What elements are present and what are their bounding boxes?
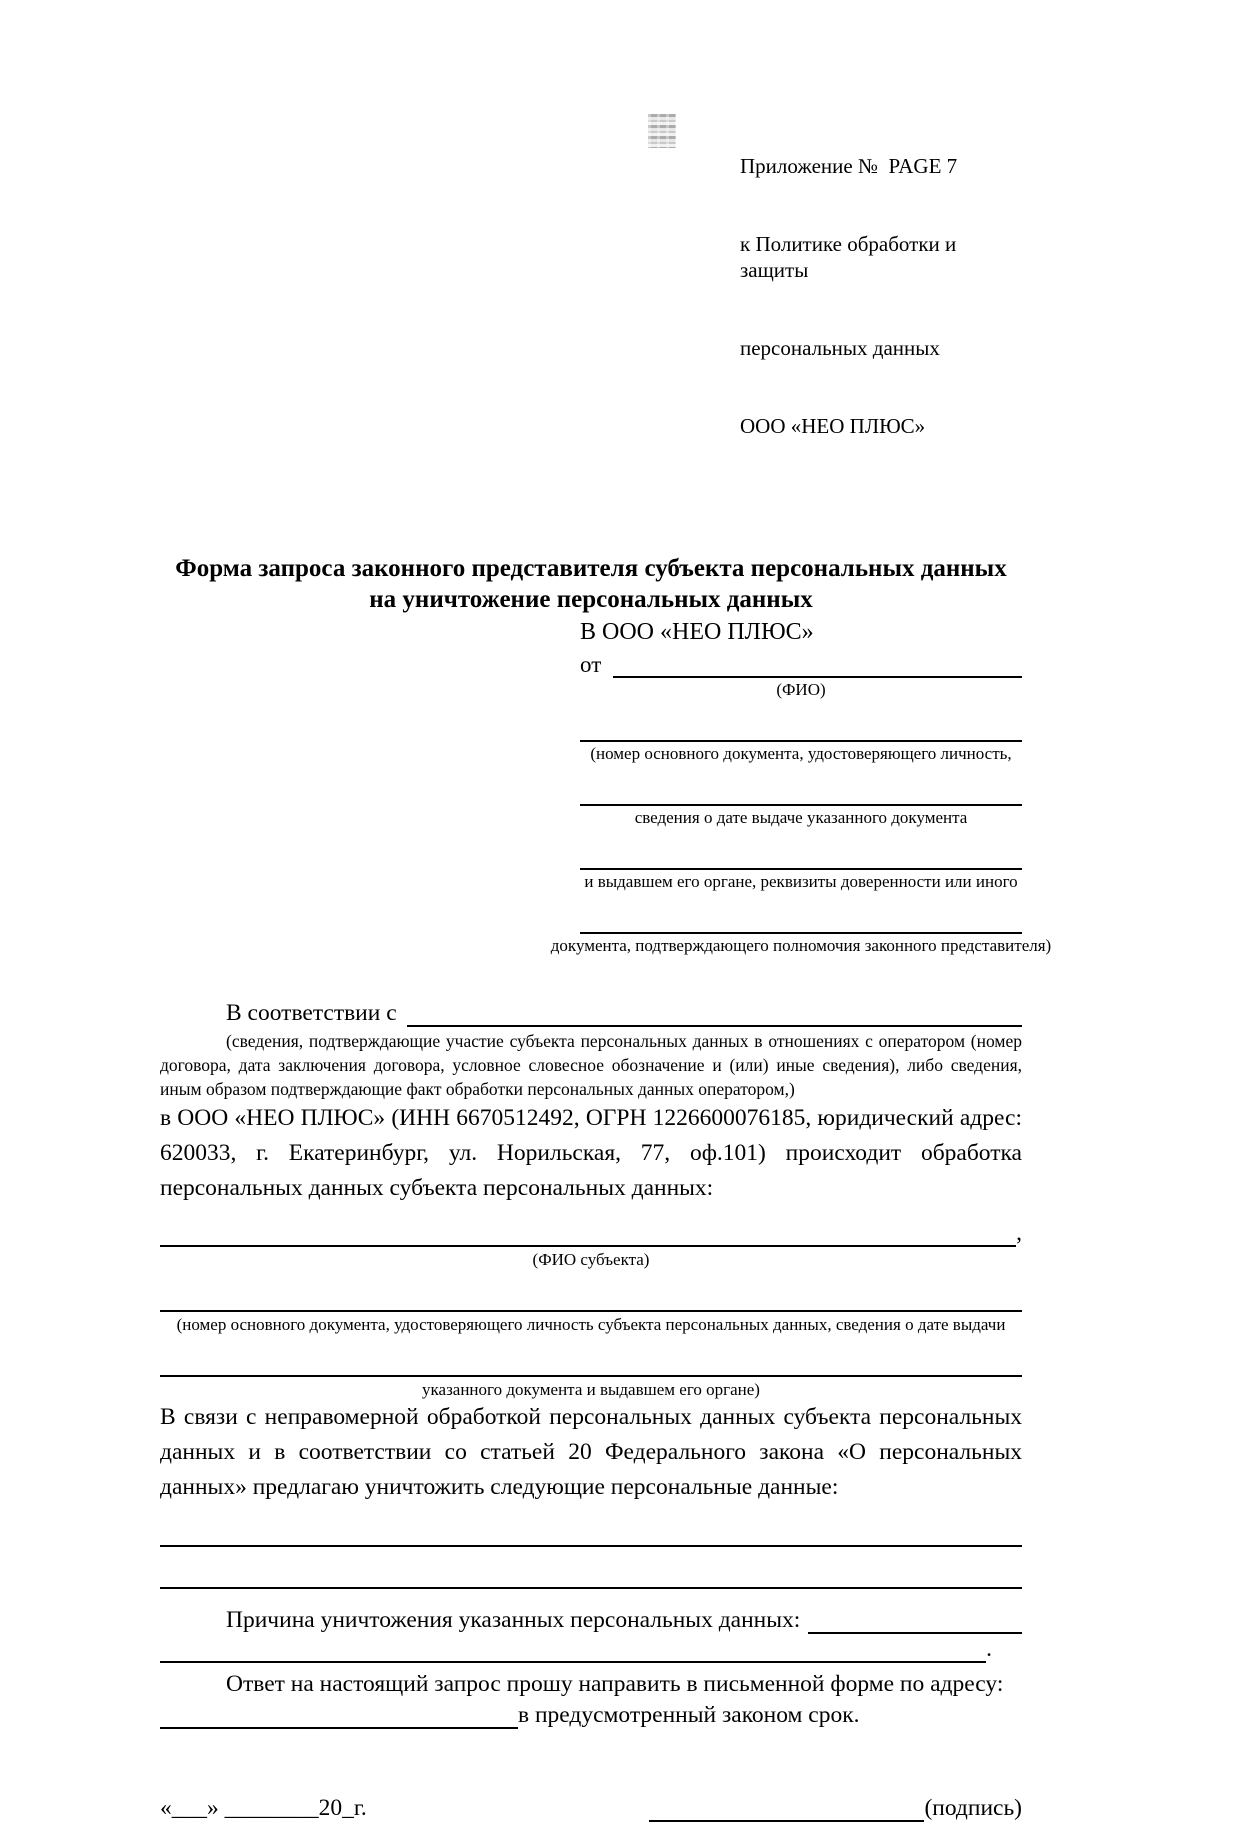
form-title xyxy=(160,553,1022,615)
appendix-line: персональных данных xyxy=(740,336,940,360)
appendix-block xyxy=(740,0,1022,491)
doc-caption: документа, подтверждающего полномочия законного представителя) xyxy=(550,936,1052,955)
accordance-row xyxy=(160,1000,1022,1027)
subject-fio-row xyxy=(160,1220,1022,1247)
date-placeholder: «___» ________20_г. xyxy=(160,1795,367,1821)
accordance-blank-line xyxy=(407,1025,1022,1027)
subject-doc-caption: указанного документа и выдавшем его органе) xyxy=(422,1380,760,1399)
signature-caption: (подпись) xyxy=(924,1795,1022,1821)
reply-sentence: Ответ на настоящий запрос прошу направить в письменной форме по адресу: xyxy=(226,1671,1004,1697)
doc-caption: сведения о дате выдаче указанного документа xyxy=(634,808,968,827)
from-row xyxy=(580,652,1022,678)
accordance-note: (сведения, подтверждающие участие субъекта персональных данных в отношениях с оператором (номер договора, дата заключения договора, условное словесное обозначение и (или) иные сведения), либо сведения, иным образом подтверждающие факт обработки персональных данных оператором,) xyxy=(160,1031,1022,1099)
data-blank-line xyxy=(160,1521,1022,1547)
doc-caption: и выдавшем его органе, реквизиты доверенности или иного xyxy=(584,872,1018,891)
subject-doc-caption: (номер основного документа, удостоверяющего личность субъекта персональных данных, сведения о дате выдачи xyxy=(176,1315,1006,1334)
reason-label: Причина уничтожения указанных персональных данных: xyxy=(226,1607,801,1633)
from-label: от xyxy=(580,652,602,677)
reason-blank-line xyxy=(808,1632,1022,1634)
doc-caption: (номер основного документа, удостоверяющего личность, xyxy=(590,744,1012,763)
appendix-line: Приложение № PAGE 7 xyxy=(740,154,958,178)
signature-blank-line xyxy=(649,1796,924,1822)
form-title-line1: Форма запроса законного представителя субъекта персональных данных xyxy=(175,555,1007,582)
doc-blank-line xyxy=(580,716,1022,742)
addressee-to: В ООО «НЕО ПЛЮС» xyxy=(580,619,814,645)
reason-blank-line-2 xyxy=(160,1661,986,1663)
accordance-label: В соответствии с xyxy=(226,1000,397,1026)
request-paragraph: В связи с неправомерной обработкой персональных данных субъекта персональных данных и в соответствии со статьей 20 Федерального закона «О персональных данных» предлагаю уничтожить следующие персональные данные: xyxy=(160,1404,1022,1500)
reason-row xyxy=(160,1607,1022,1634)
trailing-comma: , xyxy=(1016,1220,1022,1246)
addressee-block xyxy=(550,619,1052,956)
subject-fio-caption: (ФИО субъекта) xyxy=(532,1250,650,1269)
fio-blank-line xyxy=(613,676,1022,678)
reason-continuation-row xyxy=(160,1636,992,1663)
document-content xyxy=(160,0,1052,1822)
form-title-line2: на уничтожение персональных данных xyxy=(369,586,813,613)
data-blank-line xyxy=(160,1563,1022,1589)
footer-row xyxy=(160,1795,1022,1822)
doc-blank-line xyxy=(580,908,1022,934)
doc-blank-line xyxy=(580,780,1022,806)
subject-doc-blank-line xyxy=(160,1351,1022,1377)
operator-paragraph: в ООО «НЕО ПЛЮС» (ИНН 6670512492, ОГРН 1226600076185, юридический адрес: 620033, г. Екатеринбург, ул. Норильская, 77, оф.101) происходит обработка персональных данных субъекта персональных данных: xyxy=(160,1105,1022,1201)
appendix-line: ООО «НЕО ПЛЮС» xyxy=(740,414,926,438)
fio-caption: (ФИО) xyxy=(776,680,826,699)
reply-address-blank-line xyxy=(160,1727,518,1729)
doc-blank-line xyxy=(580,844,1022,870)
appendix-line: к Политике обработки и защиты xyxy=(740,232,962,282)
signature-group xyxy=(649,1795,1022,1822)
subject-fio-blank-line xyxy=(160,1245,1016,1247)
reply-address-row xyxy=(160,1702,1022,1729)
reply-tail: в предусмотренный законом срок. xyxy=(518,1702,860,1728)
trailing-period: . xyxy=(986,1636,992,1662)
subject-doc-blank-line xyxy=(160,1286,1022,1312)
